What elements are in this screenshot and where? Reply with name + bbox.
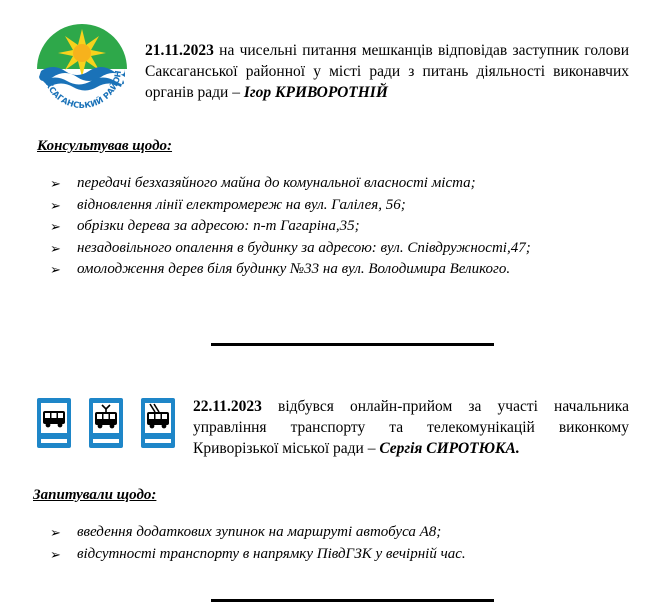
divider-2 bbox=[211, 599, 494, 602]
section1-text: на чисельні питання мешканців відповідав заступник голови Саксаганської районної у місті ради з питань діяльності виконавчих органів ради – bbox=[145, 42, 629, 101]
list-item: ➢ відсутності транспорту в напрямку ПівдГЗК у вечірній час. bbox=[50, 544, 466, 566]
section1-date: 21.11.2023 bbox=[145, 42, 214, 59]
section2-heading: Запитували щодо: bbox=[33, 487, 157, 503]
arrow-bullet-icon: ➢ bbox=[50, 176, 61, 191]
list-item: ➢ відновлення лінії електромереж на вул. Галілея, 56; bbox=[50, 195, 531, 217]
arrow-bullet-icon: ➢ bbox=[50, 525, 61, 540]
tram-stop-icon bbox=[89, 398, 123, 448]
section1-person: Ігор КРИВОРОТНІЙ bbox=[243, 84, 388, 101]
arrow-bullet-icon: ➢ bbox=[50, 240, 61, 256]
list-item: ➢ передачі безхазяйного майна до комунальної власності міста; bbox=[50, 173, 531, 195]
trolleybus-stop-icon bbox=[141, 398, 175, 448]
list-item: ➢ незадовільного опалення в будинку за адресою: вул. Співдружності,47; bbox=[50, 238, 531, 260]
bus-stop-icon bbox=[37, 398, 71, 448]
list-item: ➢ омолодження дерев біля будинку №33 на вул. Володимира Великого. bbox=[50, 259, 531, 281]
section2-paragraph bbox=[193, 396, 629, 459]
section2-date: 22.11.2023 bbox=[193, 398, 262, 415]
list-item: ➢ обрізки дерева за адресою: п-т Гагаріна,35; bbox=[50, 216, 531, 238]
arrow-bullet-icon: ➢ bbox=[50, 262, 61, 277]
arrow-bullet-icon: ➢ bbox=[50, 219, 61, 234]
arrow-bullet-icon: ➢ bbox=[50, 197, 61, 213]
saksahanskyi-district-logo bbox=[33, 17, 131, 115]
divider-1 bbox=[211, 343, 494, 346]
logo-emblem-icon bbox=[33, 17, 131, 115]
svg-text:САКСАГАНСЬКИЙ РАЙОН: САКСАГАНСЬКИЙ РАЙОН bbox=[40, 69, 124, 111]
section1-heading: Консультував щодо: bbox=[37, 138, 173, 154]
list-item: ➢ введення додаткових зупинок на маршруті автобуса А8; bbox=[50, 522, 466, 544]
section2-list bbox=[50, 522, 466, 565]
section1-list bbox=[50, 173, 531, 281]
section2-person: Сергія СИРОТЮКА. bbox=[379, 440, 520, 457]
arrow-bullet-icon: ➢ bbox=[50, 546, 61, 562]
section1-paragraph bbox=[145, 40, 629, 103]
section2-text: відбувся онлайн-прийом за участі начальника управління транспорту та телекомунікацій виконкому Криворізької міської ради – bbox=[193, 398, 629, 457]
